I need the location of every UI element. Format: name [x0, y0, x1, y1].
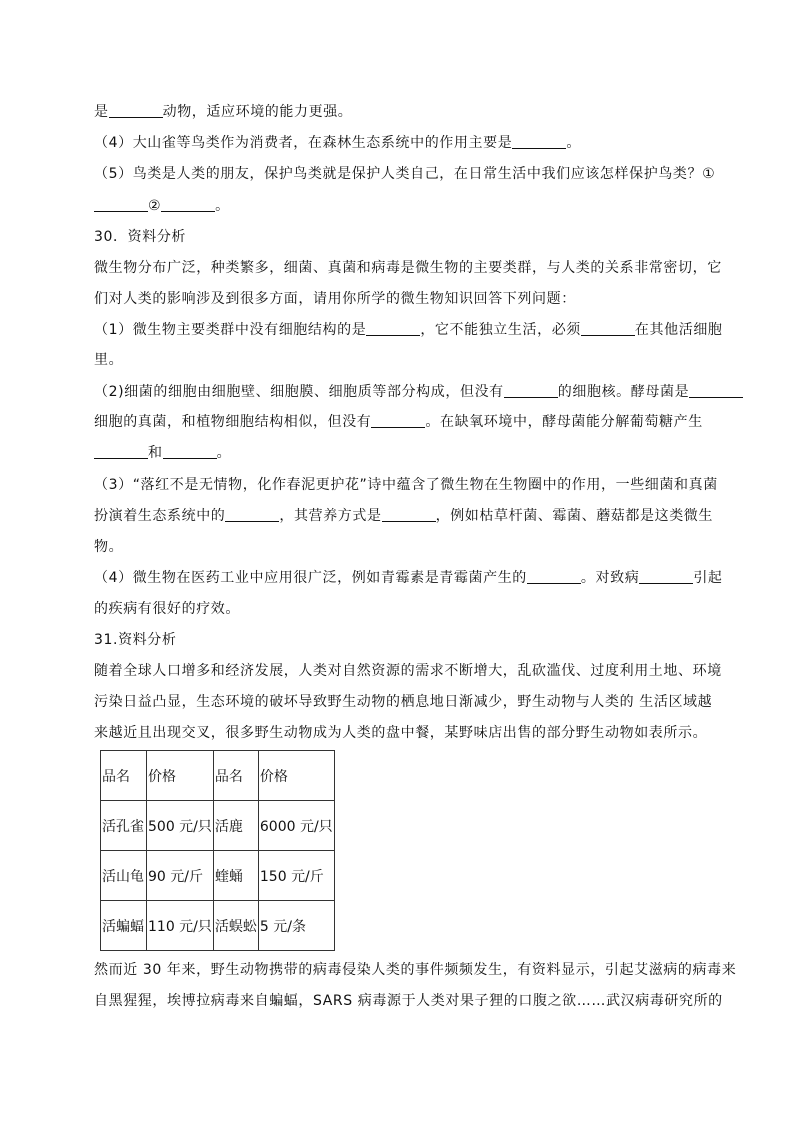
q31-after-2: 自黑猩猩，埃博拉病毒来自蝙蝠，SARS 病毒源于人类对果子狸的口腹之欲……武汉病毒研究所的 — [94, 993, 723, 1009]
table-cell: 150 元/斤 — [258, 851, 334, 901]
answer-blank[interactable] — [366, 321, 420, 336]
q30-part-2-cont2: 和 。 — [94, 443, 706, 463]
q30-part-2-cont: 细胞的真菌，和植物细胞结构相似，但没有 。在缺氧环境中，酵母菌能分解葡萄糖产生 — [94, 414, 703, 430]
table-cell: 6000 元/只 — [258, 801, 334, 851]
q30-part-4-cont: 的疾病有很好的疗效。 — [94, 601, 240, 617]
q31-intro-1: 随着全球人口增多和经济发展，人类对自然资源的需求不断增大，乱砍滥伐、过度利用土地、环境 — [94, 663, 722, 679]
answer-blank[interactable] — [161, 197, 215, 212]
table-cell: 活鹿 — [213, 801, 258, 851]
q31-intro-2: 污染日益凸显，生态环境的破坏导致野生动物的栖息地日渐减少，野生动物与人类的 生活区域越 — [94, 694, 713, 710]
q30-part-2: （2)细菌的细胞由细胞壁、细胞膜、细胞质等部分构成，但没有 的细胞核。酵母菌是 — [94, 382, 706, 402]
q31-intro-3: 来越近且出现交叉，很多野生动物成为人类的盘中餐，某野味店出售的部分野生动物如表所示。 — [94, 725, 708, 741]
table-cell: 500 元/只 — [147, 801, 214, 851]
table-cell: 活蜈蚣 — [213, 901, 258, 951]
table-header-cell: 价格 — [147, 751, 214, 801]
answer-blank[interactable] — [527, 569, 581, 584]
q29-part-5-cont: ② 。 — [94, 196, 706, 216]
q30-part-3-cont: 扮演着生态系统中的 ，其营养方式是 ，例如枯草杆菌、霉菌、蘑菇都是这类微生 — [94, 508, 714, 524]
table-row — [101, 901, 335, 951]
q30-part-3-cont2: 物。 — [94, 539, 124, 555]
q29-part-4: （4）大山雀等鸟类作为消费者，在森林生态系统中的作用主要是 。 — [94, 135, 581, 151]
q30-heading: 30．资料分析 — [94, 229, 187, 245]
answer-blank[interactable] — [163, 444, 217, 459]
answer-blank[interactable] — [225, 507, 279, 522]
answer-blank[interactable] — [689, 383, 743, 398]
table-header-cell: 品名 — [213, 751, 258, 801]
q31-heading: 31.资料分析 — [94, 632, 177, 648]
table-cell: 活山龟 — [101, 851, 147, 901]
q30-part-4: （4）微生物在医药工业中应用很广泛，例如青霉素是青霉菌产生的 。对致病 引起 — [94, 570, 723, 586]
table-cell: 90 元/斤 — [147, 851, 214, 901]
q30-part-1: （1）微生物主要类群中没有细胞结构的是 ，它不能独立生活，必须 在其他活细胞 — [94, 322, 723, 338]
answer-blank[interactable] — [382, 507, 436, 522]
table-cell: 活孔雀 — [101, 801, 147, 851]
answer-blank[interactable] — [581, 321, 635, 336]
table-cell: 蝰蛹 — [213, 851, 258, 901]
table-header-row — [101, 751, 335, 801]
answer-blank[interactable] — [94, 197, 148, 212]
wildlife-price-table — [100, 750, 335, 951]
answer-blank[interactable] — [512, 134, 566, 149]
q30-part-3: （3）“落红不是无情物，化作春泥更护花”诗中蕴含了微生物在生物圈中的作用，一些细菌和真菌 — [94, 477, 718, 493]
table-row — [101, 851, 335, 901]
answer-blank[interactable] — [639, 569, 693, 584]
q29-line-1: 是 动物，适应环境的能力更强。 — [94, 104, 353, 120]
q30-intro-1: 微生物分布广泛，种类繁多，细菌、真菌和病毒是微生物的主要类群，与人类的关系非常密切，它 — [94, 260, 722, 276]
table-header-cell: 品名 — [101, 751, 147, 801]
q30-intro-2: 们对人类的影响涉及到很多方面，请用你所学的微生物知识回答下列问题： — [94, 291, 576, 307]
answer-blank[interactable] — [94, 444, 148, 459]
answer-blank[interactable] — [109, 103, 163, 118]
q31-after-1: 然而近 30 年来，野生动物携带的病毒侵染人类的事件频频发生，有资料显示，引起艾滋病的病毒来 — [94, 962, 737, 978]
table-cell: 110 元/只 — [147, 901, 214, 951]
q30-part-1-cont: 里。 — [94, 352, 124, 368]
answer-blank[interactable] — [504, 383, 558, 398]
table-row — [101, 801, 335, 851]
table-cell: 5 元/条 — [258, 901, 334, 951]
table-header-cell: 价格 — [258, 751, 334, 801]
answer-blank[interactable] — [371, 413, 425, 428]
table-cell: 活蝙蝠 — [101, 901, 147, 951]
q29-part-5: （5）鸟类是人类的朋友，保护鸟类就是保护人类自己，在日常生活中我们应该怎样保护鸟类？① — [94, 166, 716, 182]
